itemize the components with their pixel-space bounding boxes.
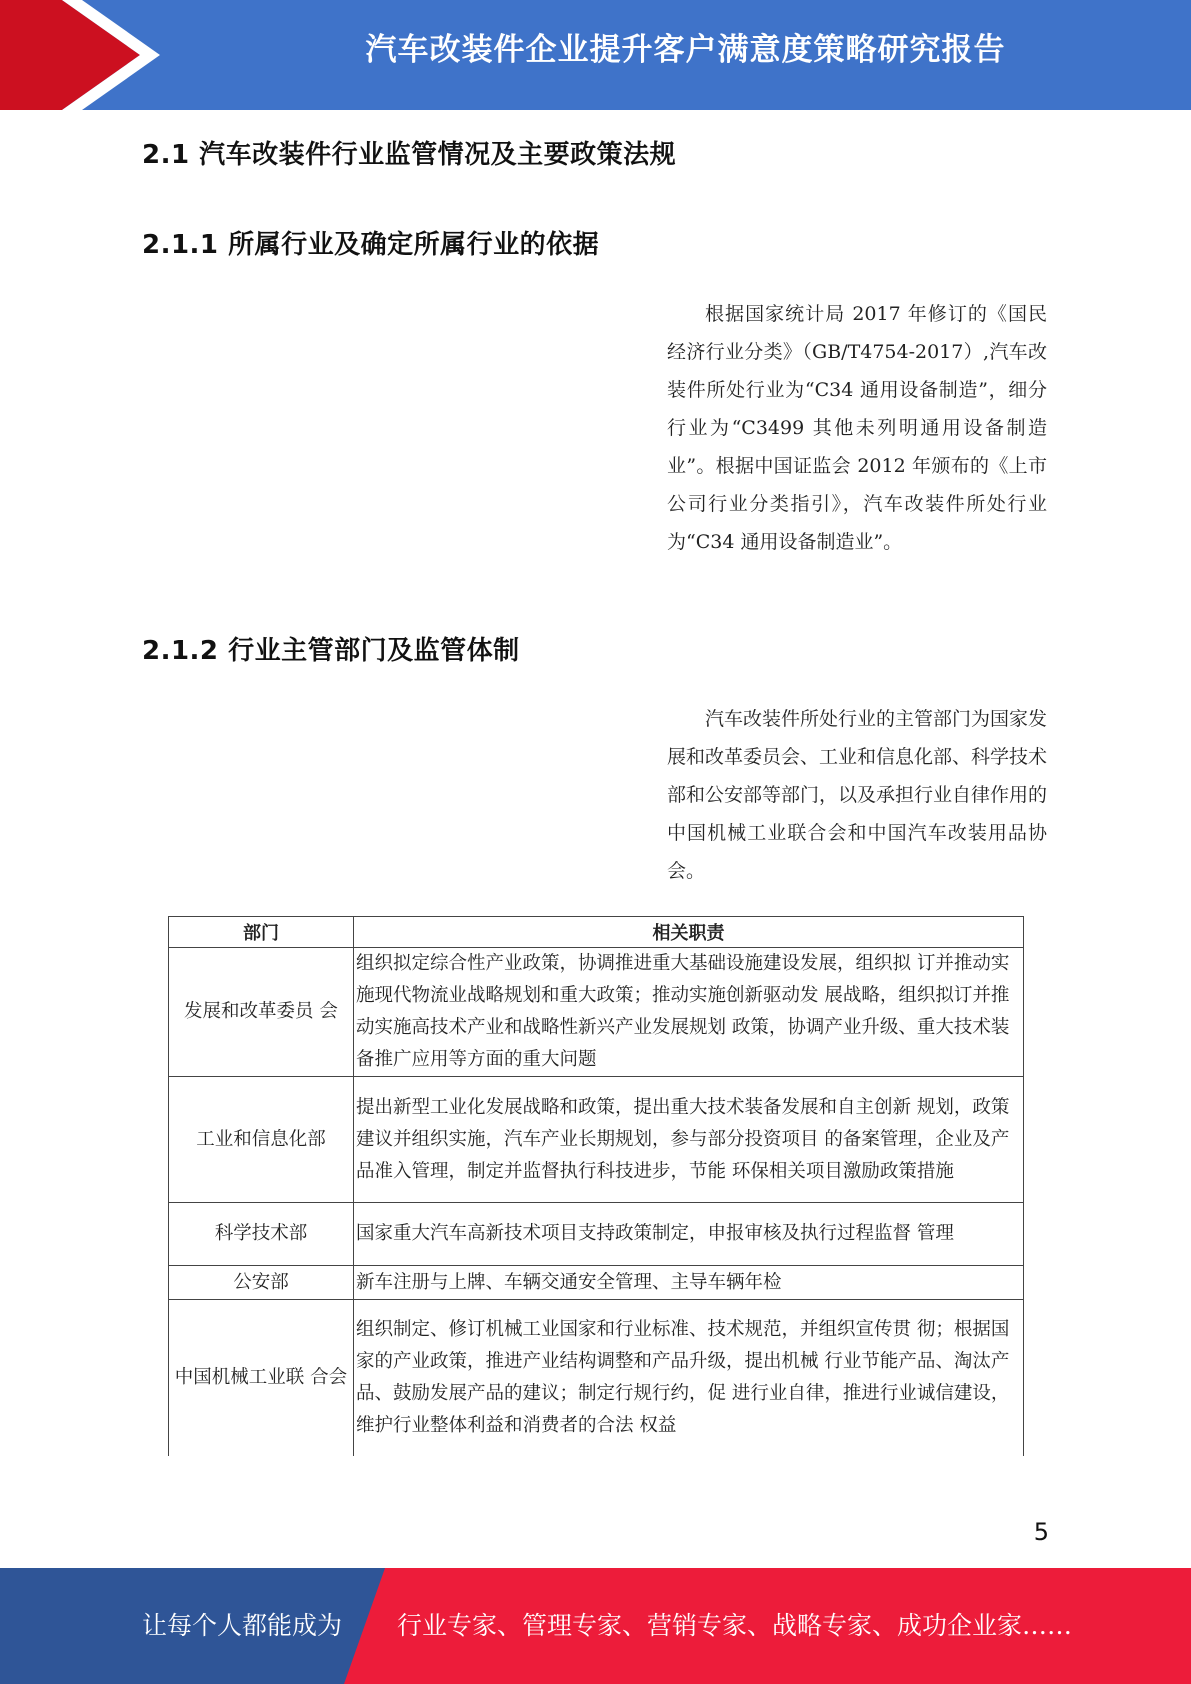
regulators-paragraph: 汽车改装件所处行业的主管部门为国家发展和改革委员会、工业和信息化部、科学技术部和公安部等部门，以及承担行业自律作用的中国机械工业联合会和中国汽车改装用品协会。 <box>667 708 1048 882</box>
report-title: 汽车改装件企业提升客户满意度策略研究报告 <box>365 32 1006 68</box>
page-header <box>0 0 1191 110</box>
table-row <box>169 948 1024 1077</box>
industry-basis-paragraph: 根据国家统计局 2017 年修订的《国民经济行业分类》（GB/T4754-2017）,汽车改装件所处行业为“C34 通用设备制造”，细分行业为“C3499 其他未列明通用设备制造业”。根据中国证监会 2012 年颁布的《上市公司行业分类指引》，汽车改装件所处行业为“C34 通用设备制造业”。 <box>667 303 1047 553</box>
dept-cell: 科学技术部 <box>169 1203 354 1266</box>
table-row <box>169 1203 1024 1266</box>
section-heading-2-1-2: 2.1.2 行业主管部门及监管体制 <box>142 636 520 666</box>
footer-slogan-left: 让每个人都能成为 <box>142 1611 343 1640</box>
table-row <box>169 1300 1024 1456</box>
duty-cell: 国家重大汽车高新技术项目支持政策制定，申报审核及执行过程监督 管理 <box>354 1203 1024 1266</box>
duty-cell: 组织制定、修订机械工业国家和行业标准、技术规范，并组织宣传贯 彻；根据国家的产业政策，推进产业结构调整和产品升级，提出机械 行业节能产品、淘汰产品、鼓励发展产品的建议；制定行规行约，促 进行业自律，推进行业诚信建设，维护行业整体利益和消费者的合法 权益 <box>354 1300 1024 1456</box>
footer-slogan-right: 行业专家、管理专家、营销专家、战略专家、成功企业家…… <box>397 1611 1073 1640</box>
table-row <box>169 1077 1024 1203</box>
page-footer <box>0 1568 1191 1684</box>
duty-cell: 提出新型工业化发展战略和政策，提出重大技术装备发展和自主创新 规划，政策建议并组织实施，汽车产业长期规划，参与部分投资项目 的备案管理，企业及产品准入管理，制定并监督执行科技进步，节能 环保相关项目激励政策措施 <box>354 1077 1024 1203</box>
duty-cell: 组织拟定综合性产业政策，协调推进重大基础设施建设发展，组织拟 订并推动实施现代物流业战略规划和重大政策；推动实施创新驱动发 展战略，组织拟订并推动实施高技术产业和战略性新兴产业发展规划 政策，协调产业升级、重大技术装备推广应用等方面的重大问题 <box>354 948 1024 1077</box>
regulator-duties-table <box>168 916 1024 1456</box>
dept-cell: 发展和改革委员 会 <box>169 948 354 1077</box>
duty-cell: 新车注册与上牌、车辆交通安全管理、主导车辆年检 <box>354 1266 1024 1300</box>
dept-cell: 中国机械工业联 合会 <box>169 1300 354 1456</box>
dept-cell: 工业和信息化部 <box>169 1077 354 1203</box>
column-header-dept: 部门 <box>169 917 354 948</box>
page-number: 5 <box>1033 1518 1049 1546</box>
table-header-row <box>169 917 1024 948</box>
section-heading-2-1: 2.1 汽车改装件行业监管情况及主要政策法规 <box>142 140 677 170</box>
table-row <box>169 1266 1024 1300</box>
column-header-duty: 相关职责 <box>354 917 1024 948</box>
dept-cell: 公安部 <box>169 1266 354 1300</box>
section-heading-2-1-1: 2.1.1 所属行业及确定所属行业的依据 <box>142 230 600 260</box>
